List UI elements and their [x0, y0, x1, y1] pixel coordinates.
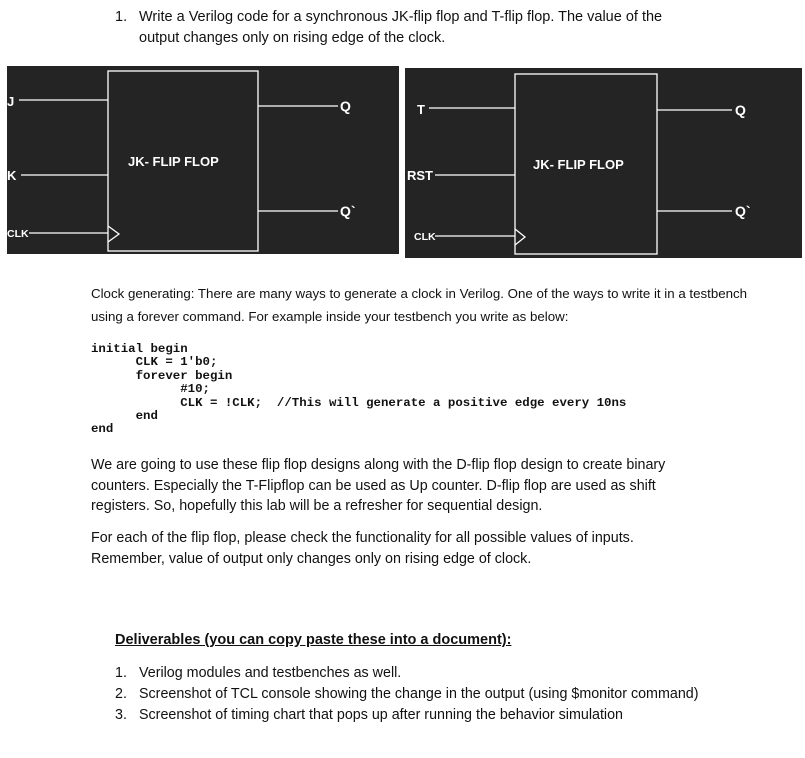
- code-line: CLK = 1'b0;: [91, 355, 218, 370]
- jk-k-label: K: [7, 168, 17, 183]
- counters-paragraph: We are going to use these flip flop designs along with the D-flip flop design to create binary counters. Especially the T-Flipflop can be used as Up counter. D-flip flop are used as shift registers. So, hopefully this lab will be a refresher for sequential design.: [91, 457, 666, 514]
- code-line: forever begin: [91, 368, 233, 383]
- list-item: [115, 707, 755, 728]
- t-rst-label: RST: [407, 168, 433, 183]
- list-item-text: Screenshot of TCL console showing the change in the output (using $monitor command): [139, 686, 699, 702]
- code-line: #10;: [91, 382, 210, 397]
- t-q-label: Q: [735, 102, 746, 118]
- clock-generation-paragraph: Clock generating: There are many ways to generate a clock in Verilog. One of the ways to write it in a testbench using a forever command. For example inside your testbench you write as below:: [91, 286, 748, 324]
- jk-clk-label: CLK: [7, 228, 29, 240]
- list-item-text: Verilog modules and testbenches as well.: [139, 665, 402, 681]
- t-t-label: T: [417, 102, 425, 117]
- code-line: end: [91, 409, 158, 424]
- deliverables-list: [115, 665, 755, 728]
- deliverables-title: Deliverables (you can copy paste these into a document):: [115, 632, 512, 648]
- functionality-paragraph: For each of the flip flop, please check the functionality for all possible values of inputs. Remember, value of output only changes only on rising edge of clock.: [91, 530, 634, 567]
- jk-qbar-label: Q`: [340, 203, 356, 219]
- t-flip-flop-diagram: [405, 68, 802, 258]
- list-item-text: Screenshot of timing chart that pops up after running the behavior simulation: [139, 707, 623, 723]
- list-item-number: 3.: [115, 707, 127, 723]
- code-line: initial begin: [91, 342, 188, 356]
- jk-flip-flop-diagram: [7, 66, 399, 254]
- question-text: Write a Verilog code for a synchronous JK-flip flop and T-flip flop. The value of the output changes only on rising edge of the clock.: [139, 9, 663, 46]
- jk-block-label: JK- FLIP FLOP: [128, 154, 219, 169]
- t-clk-label: CLK: [414, 231, 436, 243]
- jk-q-label: Q: [340, 98, 351, 114]
- list-item: [115, 665, 755, 686]
- t-block-label: JK- FLIP FLOP: [533, 157, 624, 172]
- list-item: [115, 686, 755, 707]
- list-item-number: 1.: [115, 665, 127, 681]
- verilog-code-block: [91, 343, 626, 437]
- code-line: end: [91, 422, 114, 437]
- t-qbar-label: Q`: [735, 203, 751, 219]
- question-number: 1.: [115, 9, 128, 25]
- list-item-number: 2.: [115, 686, 127, 702]
- code-line: CLK = !CLK; //This will generate a positive edge every 10ns: [91, 395, 627, 410]
- jk-j-label: J: [7, 94, 15, 109]
